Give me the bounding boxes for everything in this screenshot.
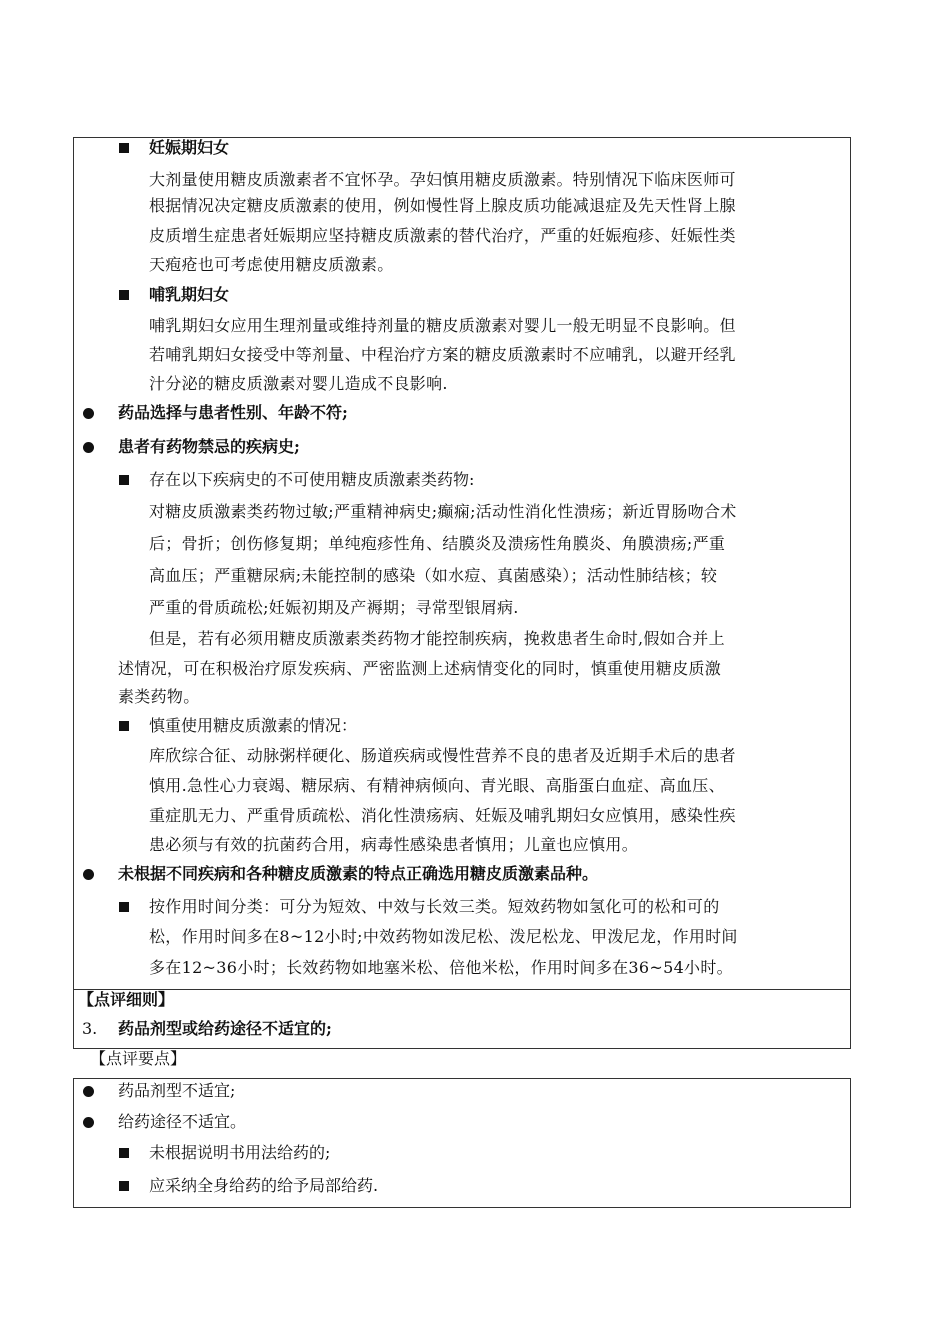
duration-line-3: 多在12~36小时；长效药物如地塞米松、倍他米松，作用时间多在36~54小时。 [149, 958, 733, 977]
points-sub-1: 未根据说明书用法给药的; [149, 1143, 331, 1162]
bullet-gender-age: 药品选择与患者性别、年龄不符; [118, 403, 348, 422]
contra-line-3: 高血压；严重糖尿病;未能控制的感染（如水痘、真菌感染）；活动性肺结核；较 [149, 566, 718, 585]
caution-line-1: 库欣综合征、动脉粥样硬化、肠道疾病或慢性营养不良的患者及近期手术后的患者 [149, 746, 736, 765]
round-bullet-icon [83, 869, 94, 880]
caution-line-3: 重症肌无力、严重骨质疏松、消化性溃疡病、妊娠及哺乳期妇女应慎用，感染性疾 [149, 806, 736, 825]
lactation-heading: 哺乳期妇女 [149, 285, 230, 304]
duration-line-2: 松，作用时间多在8~12小时;中效药物如泼尼松、泼尼松龙、甲泼尼龙，作用时间 [149, 927, 738, 946]
pregnancy-line-4: 天疱疮也可考虑使用糖皮质激素。 [149, 255, 394, 274]
square-bullet-icon [119, 721, 129, 731]
caution-line-4: 患必须与有效的抗菌药合用，病毒性感染患者慎用；儿童也应慎用。 [149, 835, 639, 854]
pregnancy-line-1: 大剂量使用糖皮质激素者不宜怀孕。孕妇慎用糖皮质激素。特别情况下临床医师可 [149, 170, 736, 189]
round-bullet-icon [83, 408, 94, 419]
however-line-2: 述情况，可在积极治疗原发疾病、严密监测上述病情变化的同时，慎重使用糖皮质激 [118, 659, 722, 678]
square-bullet-icon [119, 143, 129, 153]
lactation-line-3: 汁分泌的糖皮质激素对婴儿造成不良影响. [149, 374, 448, 393]
round-bullet-icon [83, 1086, 94, 1097]
square-bullet-icon [119, 1181, 129, 1191]
pregnancy-heading: 妊娠期妇女 [149, 138, 230, 157]
lactation-line-2: 若哺乳期妇女接受中等剂量、中程治疗方案的糖皮质激素时不应哺乳，以避开经乳 [149, 345, 736, 364]
square-bullet-icon [119, 1148, 129, 1158]
contra-line-2: 后；骨折；创伤修复期；单纯疱疹性角、结膜炎及溃疡性角膜炎、角膜溃疡;严重 [149, 534, 726, 553]
contra-sub-heading: 存在以下疾病史的不可使用糖皮质激素类药物: [149, 470, 475, 489]
contra-line-1: 对糖皮质激素类药物过敏;严重精神病史;癫痫;活动性消化性溃疡；新近胃肠吻合术 [149, 502, 737, 521]
pregnancy-line-3: 皮质增生症患者妊娠期应坚持糖皮质激素的替代治疗，严重的妊娠疱疹、妊娠性类 [149, 226, 736, 245]
caution-line-2: 慎用.急性心力衰竭、糖尿病、有精神病倾向、青光眼、高脂蛋白血症、高血压、 [149, 776, 725, 795]
square-bullet-icon [119, 475, 129, 485]
contra-line-4: 严重的骨质疏松;妊娠初期及产褥期；寻常型银屑病. [149, 598, 519, 617]
item-number: 3. [82, 1019, 98, 1038]
however-line-3: 素类药物。 [118, 687, 200, 706]
round-bullet-icon [83, 442, 94, 453]
points-bullet-1: 药品剂型不适宜; [118, 1081, 236, 1100]
duration-line-1: 按作用时间分类：可分为短效、中效与长效三类。短效药物如氢化可的松和可的 [149, 897, 720, 916]
square-bullet-icon [119, 902, 129, 912]
points-bullet-2: 给药途径不适宜。 [118, 1112, 247, 1131]
bullet-selection: 未根据不同疾病和各种糖皮质激素的特点正确选用糖皮质激素品种。 [118, 864, 599, 883]
however-line-1: 但是，若有必须用糖皮质激素类药物才能控制疾病，挽救患者生命时,假如合并上 [149, 629, 725, 648]
review-points-label: 【点评要点】 [90, 1049, 187, 1068]
lactation-line-1: 哺乳期妇女应用生理剂量或维持剂量的糖皮质激素对婴儿一般无明显不良影响。但 [149, 316, 736, 335]
pregnancy-line-2: 根据情况决定糖皮质激素的使用，例如慢性肾上腺皮质功能减退症及先天性肾上腺 [149, 196, 736, 215]
item-text: 药品剂型或给药途径不适宜的; [118, 1019, 332, 1038]
caution-heading: 慎重使用糖皮质激素的情况： [149, 716, 358, 735]
bullet-contraindication: 患者有药物禁忌的疾病史; [118, 437, 300, 456]
square-bullet-icon [119, 290, 129, 300]
points-sub-2: 应采纳全身给药的给予局部给药. [149, 1176, 379, 1195]
review-rules-label: 【点评细则】 [78, 990, 175, 1009]
round-bullet-icon [83, 1117, 94, 1128]
